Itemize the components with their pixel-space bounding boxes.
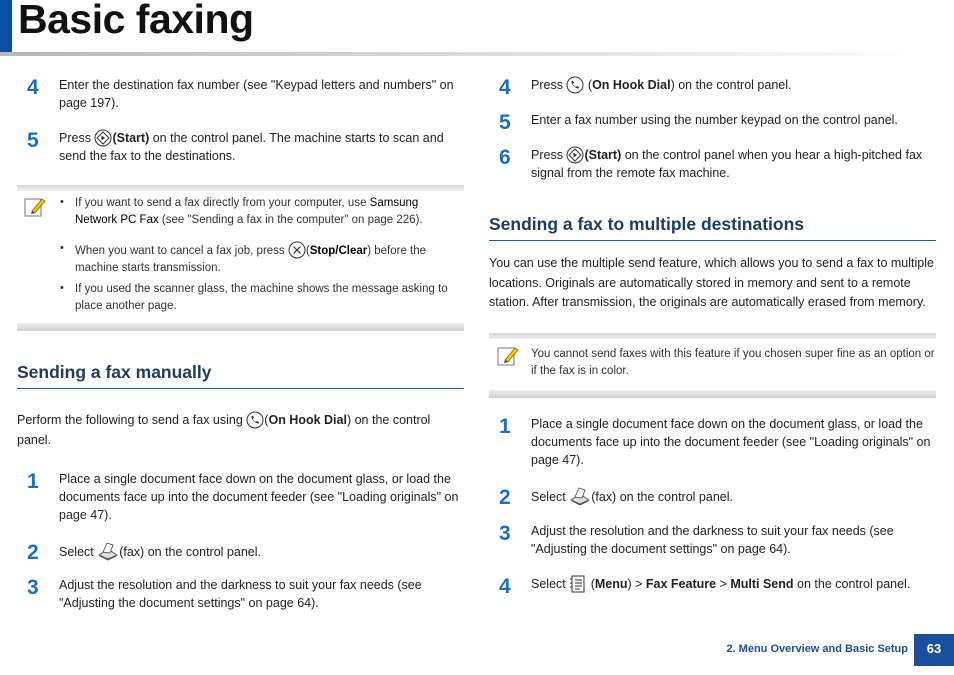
step-bold: (Start) (112, 131, 150, 145)
note-top-band (489, 333, 936, 339)
fax-icon (569, 486, 591, 506)
step-text-post: on the control panel when you hear a high-pitched fax signal from the remote fax machine. (531, 148, 923, 180)
step-text-post: (fax) on the control panel. (119, 545, 261, 559)
section-heading: Sending a fax manually (17, 362, 212, 382)
step-text: Adjust the resolution and the darkness to suit your fax needs (see "Adjusting the document settings" on page 64). (531, 524, 894, 556)
page-title: Basic faxing (18, 0, 254, 42)
step-number: 2 (27, 541, 39, 564)
multi-intro: You can use the multiple send feature, which allows you to send a fax to multiple locations. Originals are automatically stored in memory and sent to a remote station. After transmission, the originals are automatically erased from memory. (489, 256, 934, 309)
step-bold: On Hook Dial (592, 78, 671, 92)
step-text-pre: Select (59, 545, 98, 559)
intro-text: ) on the control panel. (17, 413, 431, 447)
section-rule (17, 388, 464, 389)
bullet: • (60, 196, 64, 208)
step-text-pre: Press (531, 78, 567, 92)
note-text: (see "Sending a fax in the computer" on page 226). (158, 214, 423, 226)
step-number: 2 (499, 486, 511, 509)
step-number: 3 (27, 576, 39, 599)
section-heading: Sending a fax to multiple destinations (489, 214, 805, 234)
start-icon (94, 129, 112, 147)
intro-bold: On Hook Dial (268, 413, 347, 427)
note-bullet-3: If you used the scanner glass, the machine shows the message asking to place another page. (75, 283, 448, 312)
title-rule (0, 52, 914, 56)
multi-send-label: Multi Send (730, 577, 794, 591)
bullet: • (60, 242, 64, 254)
note-text: If you want to send a fax directly from your computer, use (75, 197, 370, 209)
on-hook-dial-icon (566, 76, 584, 94)
step-number: 6 (499, 146, 511, 169)
step-bold: (Start) (584, 148, 622, 162)
step-text: Adjust the resolution and the darkness to suit your fax needs (see "Adjusting the document settings" on page 64). (59, 578, 422, 610)
step-text-post: on the control panel. (793, 577, 911, 591)
stop-clear-icon (288, 241, 306, 259)
step-text-pre: Select (531, 490, 570, 504)
section-rule (489, 240, 936, 241)
step-number: 4 (499, 575, 511, 598)
note-bottom-band (489, 390, 936, 398)
step-text: Place a single document face down on the document glass, or load the documents face up into the document feeder (see "Loading originals" on page 47). (531, 417, 931, 467)
note-bold: Stop/Clear (309, 245, 368, 257)
step-text-post: ) on the control panel. (670, 78, 792, 92)
note-top-band (17, 185, 464, 191)
note-bullet-1 (75, 195, 463, 229)
step-text (531, 486, 936, 506)
fax-icon (97, 541, 119, 561)
step-number: 1 (27, 470, 39, 493)
note-text: You cannot send faxes with this feature if you chosen super fine as an option or if the fax is in color. (531, 348, 935, 377)
footer-section: 2. Menu Overview and Basic Setup (726, 643, 908, 655)
step-text (59, 541, 464, 561)
note-pencil-icon (497, 345, 519, 367)
step-number: 4 (27, 76, 39, 99)
step-number: 3 (499, 522, 511, 545)
fax-feature-label: Fax Feature (645, 577, 717, 591)
note-bullet-2: When you want to cancel a fax job, press (Stop/Clear) before the machine starts transmission. (75, 241, 463, 277)
step-text-pre: Select (531, 577, 570, 591)
step-text (531, 146, 936, 182)
step-number: 5 (27, 129, 39, 152)
note-pencil-icon (24, 196, 46, 218)
menu-icon (569, 575, 587, 593)
step-text-post: on the control panel. The machine starts to scan and send the fax to the destinations. (59, 131, 444, 163)
note-bottom-band (17, 323, 464, 331)
page-number: 63 (914, 634, 954, 666)
step-text: Place a single document face down on the document glass, or load the documents face up into the document feeder (see "Loading originals" on page 47). (59, 472, 459, 522)
note-text: ) before the machine starts transmission. (75, 245, 427, 274)
step-number: 1 (499, 415, 511, 438)
step-text: Select (Menu) > Fax Feature > Multi Send on the control panel. (531, 577, 911, 591)
step-number: 5 (499, 111, 511, 134)
intro-text: Perform the following to send a fax using (17, 413, 247, 427)
step-text: Enter the destination fax number (see "Keypad letters and numbers" on page 197). (59, 78, 454, 110)
menu-label: Menu (594, 577, 628, 591)
step-text (59, 129, 464, 165)
step-text-pre: Press (59, 131, 95, 145)
step-text-pre: Press (531, 148, 567, 162)
step-text: Enter a fax number using the number keypad on the control panel. (531, 113, 898, 127)
separator: ) > (627, 577, 646, 591)
note-product-name: Samsung Network PC Fax (75, 197, 419, 226)
step-text-post: (fax) on the control panel. (591, 490, 733, 504)
separator: > (716, 577, 731, 591)
start-icon (566, 146, 584, 164)
on-hook-dial-icon (246, 411, 264, 429)
title-accent-bar (0, 0, 12, 52)
bullet: • (60, 282, 64, 294)
step-number: 4 (499, 76, 511, 99)
note-text: When you want to cancel a fax job, press (75, 245, 288, 257)
manual-intro: Perform the following to send a fax using (On Hook Dial) on the control panel. (17, 413, 431, 447)
step-text: Press (On Hook Dial) on the control panel. (531, 78, 792, 92)
